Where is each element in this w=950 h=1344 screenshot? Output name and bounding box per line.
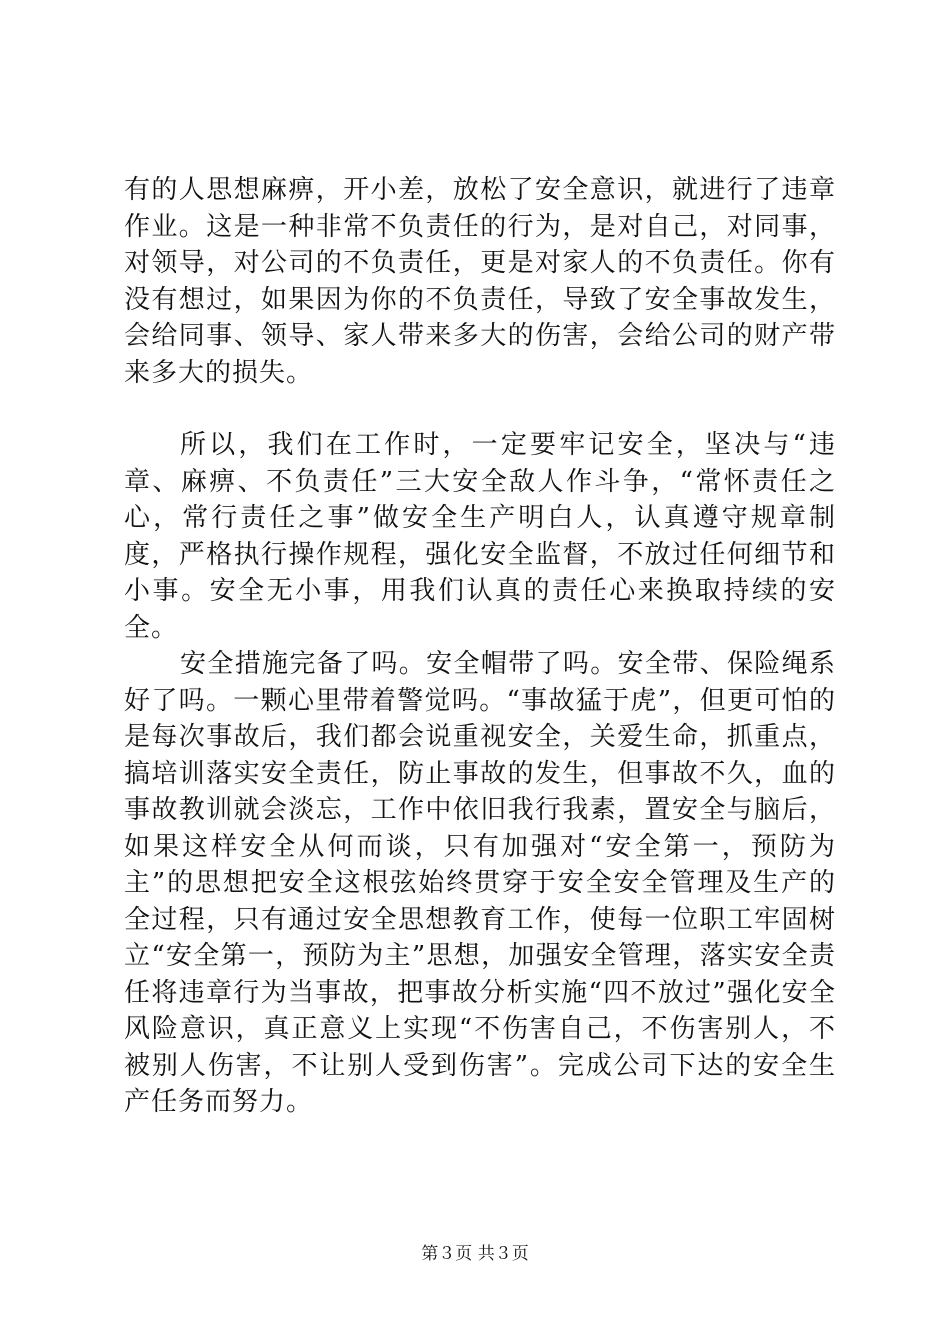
- paragraph-2: 所以，我们在工作时，一定要牢记安全，坚决与“违章、麻痹、不负责任”三大安全敌人作斗争，“常怀责任之心，常行责任之事”做安全生产明白人，认真遵守规章制度，严格执行操作规程，强化安全监督，不放过任何细节和小事。安全无小事，用我们认真的责任心来换取持续的安全。: [124, 430, 836, 643]
- page-number-footer: 第３页 共３页: [421, 1244, 529, 1264]
- paragraph-1: 有的人思想麻痹，开小差，放松了安全意识，就进行了违章作业。这是一种非常不负责任的行为，是对自己，对同事，对领导，对公司的不负责任，更是对家人的不负责任。你有没有想过，如果因为你的不负责任，导致了安全事故发生，会给同事、领导、家人带来多大的伤害，会给公司的财产带来多大的损失。: [124, 175, 836, 388]
- document-body: [124, 172, 836, 1121]
- paragraph-3: 安全措施完备了吗。安全帽带了吗。安全带、保险绳系好了吗。一颗心里带着警觉吗。“事故猛于虎”，但更可怕的是每次事故后，我们都会说重视安全，关爱生命，抓重点，搞培训落实安全责任，防止事故的发生，但事故不久，血的事故教训就会淡忘，工作中依旧我行我素，置安全与脑后，如果这样安全从何而谈，只有加强对“安全第一，预防为主”的思想把安全这根弦始终贯穿于安全安全管理及生产的全过程，只有通过安全思想教育工作，使每一位职工牢固树立“安全第一，预防为主”思想，加强安全管理，落实安全责任将违章行为当事故，把事故分析实施“四不放过”强化安全风险意识，真正意义上实现“不伤害自己，不伤害别人，不被别人伤害，不让别人受到伤害”。完成公司下达的安全生产任务而努力。: [124, 649, 836, 1117]
